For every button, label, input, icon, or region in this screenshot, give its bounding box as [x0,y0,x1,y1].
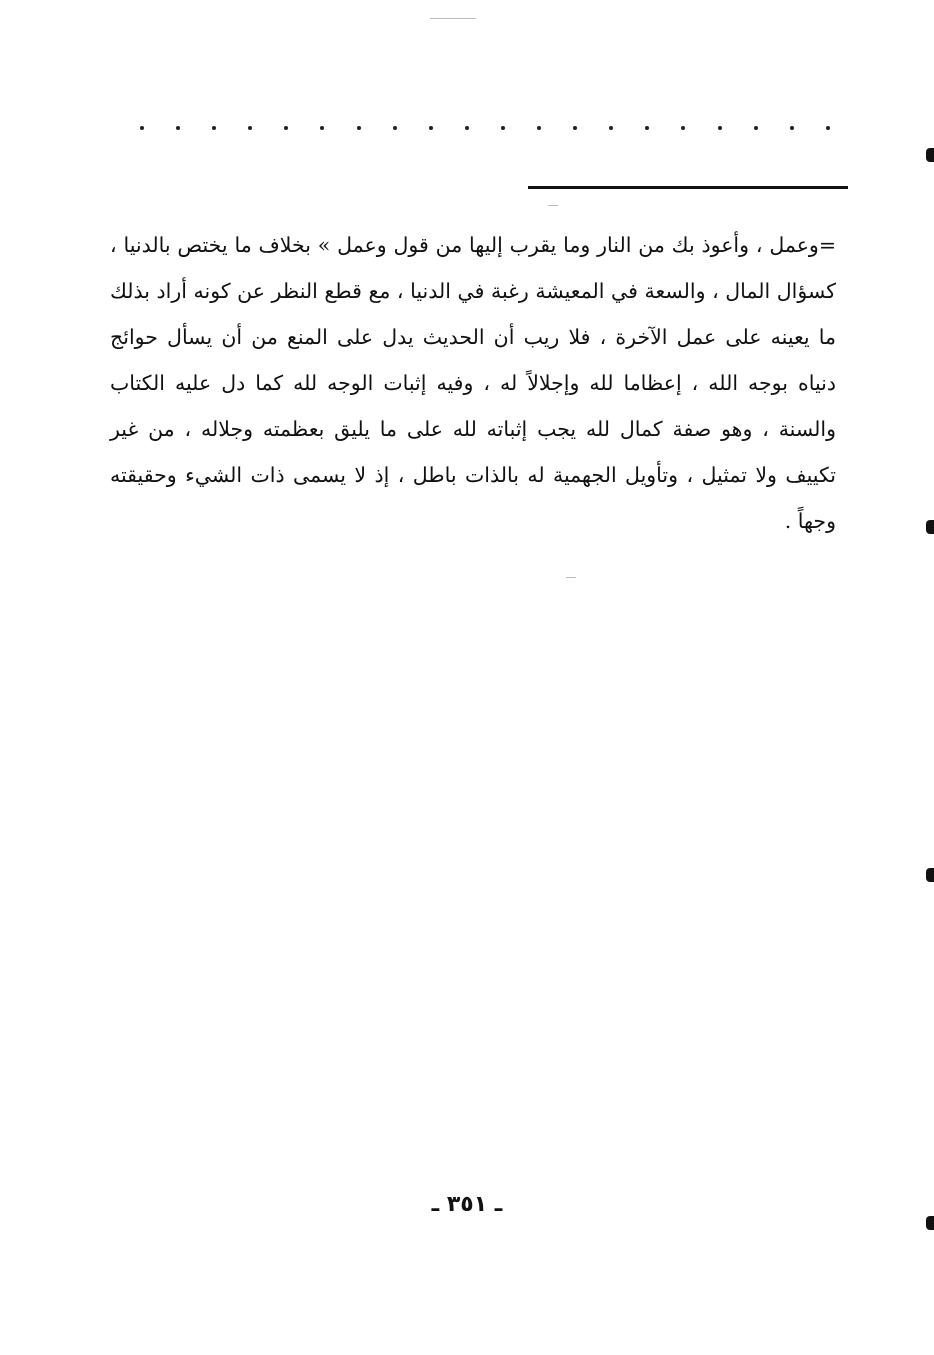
scan-artifact [566,577,576,578]
separator-dot [320,126,324,130]
scan-edge-mark [926,1216,934,1230]
scan-artifact [430,18,476,19]
separator-dot [248,126,252,130]
separator-dot [429,126,433,130]
separator-dot [212,126,216,130]
page-number: ـ ٣٥١ ـ [431,1192,503,1217]
separator-dot [754,126,758,130]
separator-dot [790,126,794,130]
separator-dot [609,126,613,130]
separator-dot [718,126,722,130]
footnote [110,222,836,544]
separator-dot [465,126,469,130]
scan-edge-mark [926,520,934,534]
separator-dot [573,126,577,130]
scan-edge-mark [926,148,934,162]
separator-dot [645,126,649,130]
footnote-text: =وعمل ، وأعوذ بك من النار وما يقرب إليها من قول وعمل » بخلاف ما يختص بالدنيا ، كسؤال المال ، والسعة في المعيشة رغبة في الدنيا ، مع قطع النظر عن كونه أراد بذلك ما يعينه على عمل الآخرة ، فلا ريب أن الحديث يدل على المنع من أن يسأل حوائج دنياه بوجه الله ، إعظاما لله وإجلالاً له ، وفيه إثبات الوجه لله كما دل عليه الكتاب والسنة ، وهو صفة كمال لله يجب إثباته لله على ما يليق بعظمته وجلاله ، من غير تكييف ولا تمثيل ، وتأويل الجهمية له بالذات باطل ، إذ لا يسمى ذات الشيء وحقيقته وجهاً . [110,233,836,533]
separator-dot [140,126,144,130]
separator-dot [393,126,397,130]
separator-dot [537,126,541,130]
separator-dot [681,126,685,130]
scan-artifact [548,205,558,206]
section-separator-dots [140,118,830,138]
separator-dot [176,126,180,130]
separator-dot [826,126,830,130]
footnote-rule [528,186,848,189]
separator-dot [501,126,505,130]
scan-edge-mark [926,868,934,882]
separator-dot [357,126,361,130]
separator-dot [284,126,288,130]
